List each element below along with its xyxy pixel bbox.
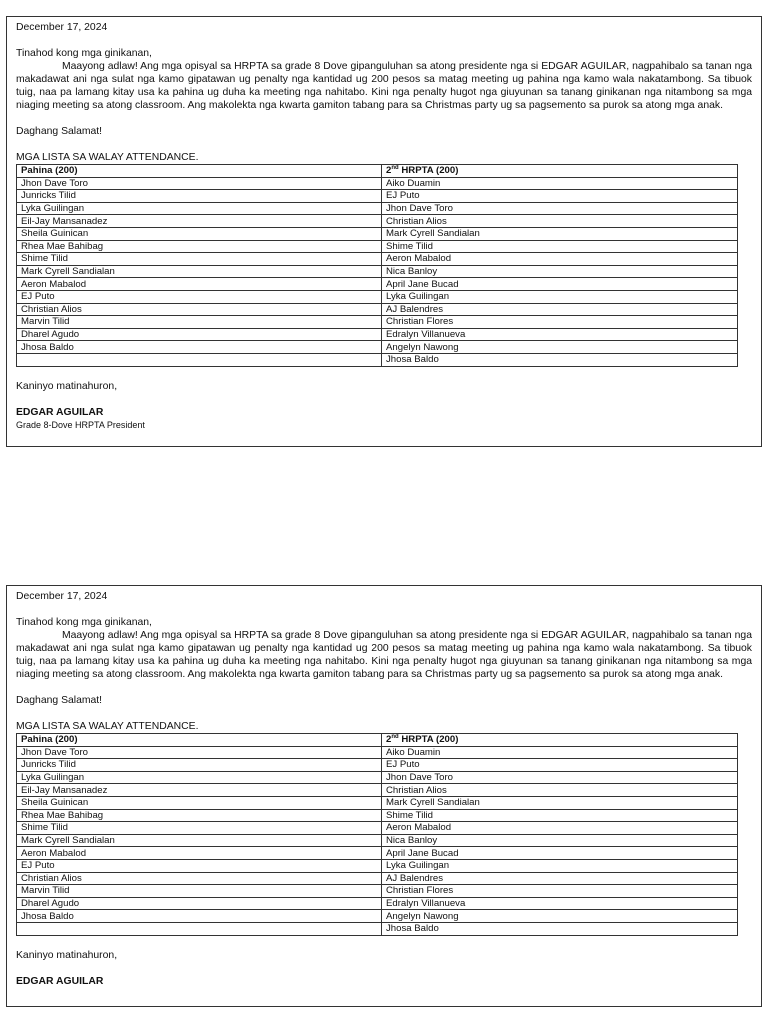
hrpta-absentee-cell: Lyka Guilingan — [382, 290, 738, 303]
hrpta-absentee-cell: Christian Alios — [382, 784, 738, 797]
spacer — [16, 936, 752, 949]
letter-date: December 17, 2024 — [16, 22, 108, 33]
hrpta-absentee-cell: Aiko Duamin — [382, 177, 738, 190]
table-row — [17, 353, 738, 366]
column-header-hrpta: 2nd HRPTA (200) — [382, 734, 738, 747]
table-row — [17, 885, 738, 898]
hrpta-absentee-cell: Christian Alios — [382, 215, 738, 228]
hrpta-absentee-cell: Jhosa Baldo — [382, 922, 738, 935]
pahina-absentee-cell — [17, 353, 382, 366]
hrpta-absentee-cell: Nica Banloy — [382, 265, 738, 278]
hrpta-absentee-cell: Edralyn Villanueva — [382, 328, 738, 341]
pahina-absentee-cell: Junricks Tilid — [17, 190, 382, 203]
hrpta-absentee-cell: Shime Tilid — [382, 240, 738, 253]
pahina-absentee-cell: Marvin Tilid — [17, 316, 382, 329]
pahina-absentee-cell: Shime Tilid — [17, 822, 382, 835]
letter-closing: Kaninyo matinahuron, — [16, 949, 118, 961]
hrpta-absentee-cell: Nica Banloy — [382, 834, 738, 847]
letter-copy-1 — [6, 16, 762, 447]
letter-body — [16, 629, 752, 681]
letter-date: December 17, 2024 — [16, 591, 108, 602]
column-header-pahina: Pahina (200) — [17, 165, 382, 178]
table-row — [17, 303, 738, 316]
table-row — [17, 202, 738, 215]
letter-closing: Kaninyo matinahuron, — [16, 380, 118, 392]
pahina-absentee-cell: Jhon Dave Toro — [17, 177, 382, 190]
hrpta-absentee-cell: Aiko Duamin — [382, 746, 738, 759]
attendance-rows — [17, 746, 738, 935]
table-row — [17, 253, 738, 266]
pahina-absentee-cell: Dharel Agudo — [17, 328, 382, 341]
spacer — [16, 112, 752, 125]
pahina-absentee-cell: EJ Puto — [17, 290, 382, 303]
pahina-absentee-cell: Jhosa Baldo — [17, 910, 382, 923]
hrpta-absentee-cell: Aeron Mabalod — [382, 253, 738, 266]
table-row — [17, 746, 738, 759]
attendance-table — [16, 164, 738, 367]
attendance-table — [16, 733, 738, 936]
table-row — [17, 227, 738, 240]
table-row — [17, 897, 738, 910]
column-header-pahina: Pahina (200) — [17, 734, 382, 747]
hrpta-absentee-cell: Lyka Guilingan — [382, 859, 738, 872]
spacer — [16, 603, 752, 616]
pahina-absentee-cell: Sheila Guinican — [17, 227, 382, 240]
pahina-absentee-cell: Mark Cyrell Sandialan — [17, 265, 382, 278]
attendance-list-heading: MGA LISTA SA WALAY ATTENDANCE. — [16, 721, 199, 732]
hrpta-absentee-cell: Jhosa Baldo — [382, 353, 738, 366]
hrpta-absentee-cell: Mark Cyrell Sandialan — [382, 796, 738, 809]
table-header-row — [17, 734, 738, 747]
pahina-absentee-cell — [17, 922, 382, 935]
spacer — [16, 367, 752, 380]
letter-thanks: Daghang Salamat! — [16, 695, 103, 706]
table-row — [17, 278, 738, 291]
hrpta-absentee-cell: April Jane Bucad — [382, 847, 738, 860]
table-row — [17, 784, 738, 797]
pahina-absentee-cell: Rhea Mae Bahibag — [17, 809, 382, 822]
spacer — [16, 707, 752, 720]
pahina-absentee-cell: Mark Cyrell Sandialan — [17, 834, 382, 847]
hrpta-absentee-cell: Edralyn Villanueva — [382, 897, 738, 910]
hrpta-absentee-cell: EJ Puto — [382, 759, 738, 772]
table-row — [17, 759, 738, 772]
pahina-absentee-cell: Jhosa Baldo — [17, 341, 382, 354]
table-row — [17, 847, 738, 860]
table-row — [17, 771, 738, 784]
table-header-row — [17, 165, 738, 178]
signer-name: EDGAR AGUILAR — [16, 406, 104, 418]
pahina-absentee-cell: Christian Alios — [17, 303, 382, 316]
spacer — [16, 681, 752, 694]
pahina-absentee-cell: Shime Tilid — [17, 253, 382, 266]
table-row — [17, 177, 738, 190]
pahina-absentee-cell: Lyka Guilingan — [17, 202, 382, 215]
letter-body-text: Maayong adlaw! Ang mga opisyal sa HRPTA sa grade 8 Dove gipanguluhan sa atong presidente nga si EDGAR AGUILAR, nagpahibalo sa tanan nga makadawat ani nga sulat nga kamo gipatawan ug penalty nga kantidad ug 200 pesos sa matag meeting ug pahina nga kamo wala nakatambong. Sa tibuok tuig, naa pa lamang kitay usa ka pahina ug duha ka meeting nga nahitabo. Kini nga penalty hugot nga giuyunan sa tanang ginikanan nga nitambong sa mga niaging meeting sa atong classroom. Ang makolekta nga kwarta gamiton tabang para sa Christmas party ug sa pagsemento sa purok sa atong mga anak. — [16, 630, 752, 680]
table-row — [17, 809, 738, 822]
hrpta-absentee-cell: Angelyn Nawong — [382, 910, 738, 923]
pahina-absentee-cell: Aeron Mabalod — [17, 847, 382, 860]
spacer — [16, 393, 752, 406]
hrpta-absentee-cell: AJ Balendres — [382, 303, 738, 316]
pahina-absentee-cell: Junricks Tilid — [17, 759, 382, 772]
letter-thanks: Daghang Salamat! — [16, 126, 103, 137]
pahina-absentee-cell: Eil-Jay Mansanadez — [17, 215, 382, 228]
hrpta-absentee-cell: EJ Puto — [382, 190, 738, 203]
pahina-absentee-cell: EJ Puto — [17, 859, 382, 872]
table-row — [17, 834, 738, 847]
pahina-absentee-cell: Rhea Mae Bahibag — [17, 240, 382, 253]
table-row — [17, 316, 738, 329]
table-row — [17, 265, 738, 278]
table-row — [17, 341, 738, 354]
hrpta-absentee-cell: April Jane Bucad — [382, 278, 738, 291]
spacer — [16, 962, 752, 975]
signer-name: EDGAR AGUILAR — [16, 975, 104, 987]
table-row — [17, 922, 738, 935]
pahina-absentee-cell: Jhon Dave Toro — [17, 746, 382, 759]
attendance-list-heading: MGA LISTA SA WALAY ATTENDANCE. — [16, 152, 199, 163]
hrpta-absentee-cell: Angelyn Nawong — [382, 341, 738, 354]
pahina-absentee-cell: Dharel Agudo — [17, 897, 382, 910]
pahina-absentee-cell: Lyka Guilingan — [17, 771, 382, 784]
hrpta-absentee-cell: Shime Tilid — [382, 809, 738, 822]
table-row — [17, 190, 738, 203]
pahina-absentee-cell: Sheila Guinican — [17, 796, 382, 809]
spacer — [16, 138, 752, 151]
letter-salutation: Tinahod kong mga ginikanan, — [16, 48, 152, 59]
hrpta-absentee-cell: Christian Flores — [382, 885, 738, 898]
table-row — [17, 859, 738, 872]
pahina-absentee-cell: Marvin Tilid — [17, 885, 382, 898]
letter-body — [16, 60, 752, 112]
table-row — [17, 872, 738, 885]
table-row — [17, 822, 738, 835]
spacer — [16, 34, 752, 47]
table-row — [17, 910, 738, 923]
hrpta-absentee-cell: Jhon Dave Toro — [382, 202, 738, 215]
pahina-absentee-cell: Eil-Jay Mansanadez — [17, 784, 382, 797]
table-row — [17, 215, 738, 228]
hrpta-absentee-cell: Aeron Mabalod — [382, 822, 738, 835]
pahina-absentee-cell: Aeron Mabalod — [17, 278, 382, 291]
letter-salutation: Tinahod kong mga ginikanan, — [16, 617, 152, 628]
hrpta-absentee-cell: Mark Cyrell Sandialan — [382, 227, 738, 240]
hrpta-absentee-cell: AJ Balendres — [382, 872, 738, 885]
attendance-rows — [17, 177, 738, 366]
letter-copy-2 — [6, 585, 762, 1007]
hrpta-absentee-cell: Jhon Dave Toro — [382, 771, 738, 784]
table-row — [17, 290, 738, 303]
table-row — [17, 796, 738, 809]
hrpta-absentee-cell: Christian Flores — [382, 316, 738, 329]
table-row — [17, 240, 738, 253]
letter-body-text: Maayong adlaw! Ang mga opisyal sa HRPTA sa grade 8 Dove gipanguluhan sa atong presidente nga si EDGAR AGUILAR, nagpahibalo sa tanan nga makadawat ani nga sulat nga kamo gipatawan ug penalty nga kantidad ug 200 pesos sa matag meeting ug pahina nga kamo wala nakatambong. Sa tibuok tuig, naa pa lamang kitay usa ka pahina ug duha ka meeting nga nahitabo. Kini nga penalty hugot nga giuyunan sa tanang ginikanan nga nitambong sa mga niaging meeting sa atong classroom. Ang makolekta nga kwarta gamiton tabang para sa Christmas party ug sa pagsemento sa purok sa atong mga anak. — [16, 61, 752, 111]
signer-title: Grade 8-Dove HRPTA President — [16, 419, 145, 430]
column-header-hrpta: 2nd HRPTA (200) — [382, 165, 738, 178]
table-row — [17, 328, 738, 341]
pahina-absentee-cell: Christian Alios — [17, 872, 382, 885]
